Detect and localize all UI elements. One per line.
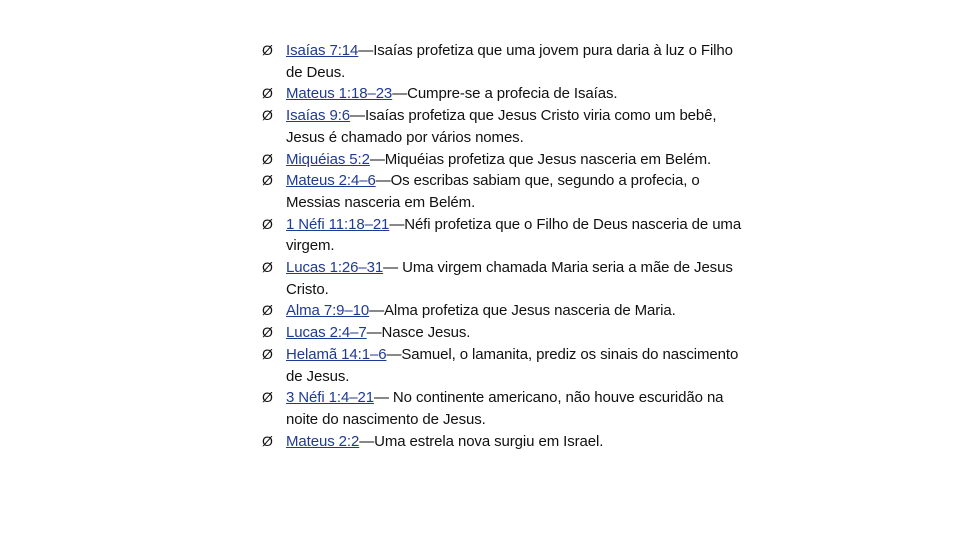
item-text: —Nasce Jesus.: [366, 324, 471, 342]
list-item: [263, 300, 743, 322]
list-item: [263, 40, 743, 83]
item-text: —Cumpre-se a profecia de Isaías.: [392, 85, 618, 103]
arrowhead-bullet-icon: Ø: [262, 259, 273, 276]
arrowhead-bullet-icon: Ø: [262, 107, 273, 124]
scripture-link[interactable]: Isaías 9:6: [286, 107, 351, 125]
arrowhead-bullet-icon: Ø: [262, 302, 273, 319]
list-item: [263, 431, 743, 453]
scripture-link[interactable]: 1 Néfi 11:18–21: [286, 215, 390, 233]
scripture-link[interactable]: Alma 7:9–10: [286, 302, 370, 320]
item-text: — Uma virgem chamada Maria seria a mãe de Jesus Cristo.: [286, 259, 733, 298]
item-text: —Alma profetiza que Jesus nasceria de Maria.: [369, 302, 676, 320]
arrowhead-bullet-icon: Ø: [262, 215, 273, 232]
item-text: —Miquéias profetiza que Jesus nasceria em Belém.: [369, 150, 712, 168]
list-item: [263, 214, 743, 257]
item-text: —Isaías profetiza que uma jovem pura daria à luz o Filho de Deus.: [286, 42, 733, 81]
list-item: [263, 344, 743, 387]
scripture-link[interactable]: Mateus 1:18–23: [286, 85, 393, 103]
arrowhead-bullet-icon: Ø: [262, 389, 273, 406]
scripture-link[interactable]: Helamã 14:1–6: [286, 345, 387, 363]
scripture-link[interactable]: Lucas 1:26–31: [286, 259, 384, 277]
item-text: —Isaías profetiza que Jesus Cristo viria como um bebê, Jesus é chamado por vários nomes.: [286, 107, 717, 146]
list-item: [263, 83, 743, 105]
scripture-link[interactable]: Miquéias 5:2: [286, 150, 370, 168]
scripture-list: [263, 40, 743, 452]
item-text: —Os escribas sabiam que, segundo a profecia, o Messias nasceria em Belém.: [286, 172, 700, 211]
arrowhead-bullet-icon: Ø: [262, 345, 273, 362]
list-item: [263, 105, 743, 148]
scripture-link[interactable]: Isaías 7:14: [286, 42, 359, 59]
arrowhead-bullet-icon: Ø: [262, 172, 273, 189]
list-item: [263, 170, 743, 213]
arrowhead-bullet-icon: Ø: [262, 150, 273, 167]
arrowhead-bullet-icon: Ø: [262, 432, 273, 449]
list-item: [263, 322, 743, 344]
arrowhead-bullet-icon: Ø: [262, 324, 273, 341]
scripture-link[interactable]: 3 Néfi 1:4–21: [286, 389, 374, 407]
list-item: [263, 257, 743, 300]
item-text: —Néfi profetiza que o Filho de Deus nasceria de uma virgem.: [286, 215, 742, 255]
list-item: [263, 387, 743, 430]
scripture-link[interactable]: Mateus 2:2: [286, 432, 360, 450]
scripture-link[interactable]: Mateus 2:4–6: [286, 172, 376, 190]
list-item: [263, 149, 743, 171]
arrowhead-bullet-icon: Ø: [262, 85, 273, 102]
arrowhead-bullet-icon: Ø: [262, 42, 273, 58]
item-text: —Uma estrela nova surgiu em Israel.: [359, 432, 604, 450]
scripture-link[interactable]: Lucas 2:4–7: [286, 324, 367, 342]
item-text: — No continente americano, não houve escuridão na noite do nascimento de Jesus.: [286, 389, 724, 428]
item-text: —Samuel, o lamanita, prediz os sinais do nascimento de Jesus.: [286, 345, 739, 385]
